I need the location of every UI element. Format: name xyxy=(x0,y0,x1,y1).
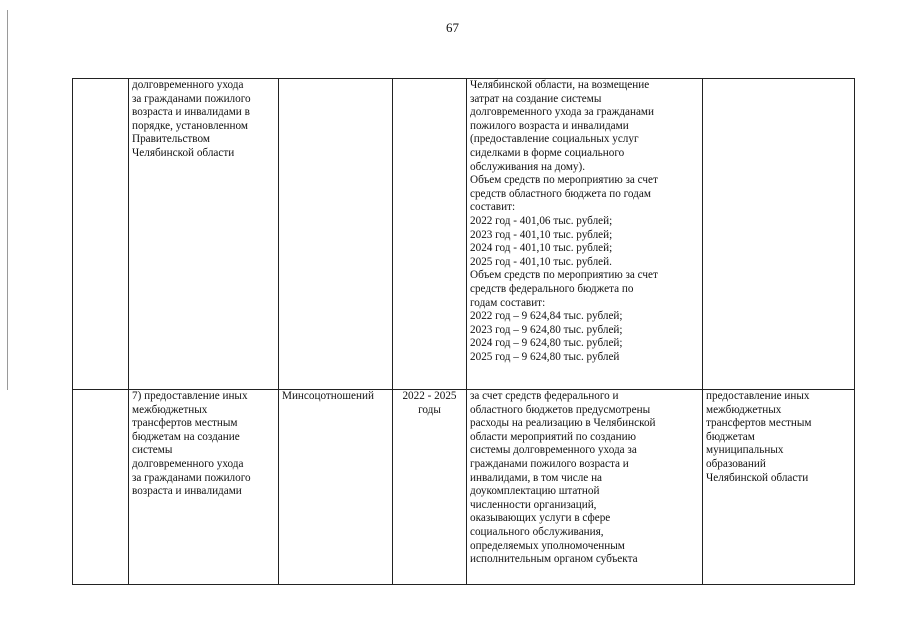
table-cell-number xyxy=(73,79,129,390)
table-cell-number xyxy=(73,390,129,585)
executor-text: Минсоцотношений xyxy=(282,390,374,402)
table-cell-executor xyxy=(279,79,393,390)
description-text: за счет средств федерального и областного бюджетов предусмотрены расходы на реализацию в Челябинской области мероприятий по созданию системы долговременного ухода за гражданами пожилого возраста и инвалидами, в том числе на доукомплектацию штатной численности организаций, оказывающих услуги в сфере социального обслуживания, определяемых уполномоченным исполнительным органом субъекта xyxy=(470,390,656,566)
table-cell-executor xyxy=(279,390,393,585)
table-cell-measure xyxy=(129,79,279,390)
table-cell-result xyxy=(703,390,855,585)
measure-text: 7) предоставление иных межбюджетных трансфертов местным бюджетам на создание системы долговременного ухода за гражданами пожилого возраста и инвалидами xyxy=(132,390,251,498)
table-cell-period xyxy=(393,390,467,585)
page-margin-line xyxy=(7,10,8,390)
page-number: 67 xyxy=(446,20,459,35)
table-cell-period xyxy=(393,79,467,390)
measure-text: долговременного ухода за гражданами пожилого возраста и инвалидами в порядке, установленном Правительством Челябинской области xyxy=(132,79,251,159)
result-text: предоставление иных межбюджетных трансфертов местным бюджетам муниципальных образований Челябинской области xyxy=(706,390,812,484)
table-cell-measure xyxy=(129,390,279,585)
table-cell-result xyxy=(703,79,855,390)
description-text: Челябинской области, на возмещение затрат на создание системы долговременного ухода за гражданами пожилого возраста и инвалидами (предоставление социальных услуг сиделками в форме социального обслуживания на дому). Объем средств по мероприятию за счет средств областного бюджета по годам составит: 2022 год - 401,06 тыс. рублей; 2023 год - 401,10 тыс. рублей; 2024 год - 401,10 тыс. рублей; 2025 год - 401,10 тыс. рублей. Объем средств по мероприятию за счет средств федерального бюджета по годам составит: 2022 год – 9 624,84 тыс. рублей; 2023 год – 9 624,80 тыс. рублей; 2024 год – 9 624,80 тыс. рублей; 2025 год – 9 624,80 тыс. рублей xyxy=(470,79,658,363)
table-row xyxy=(73,390,855,585)
table-cell-description xyxy=(467,390,703,585)
table-row xyxy=(73,79,855,390)
period-text: 2022 - 2025 годы xyxy=(402,390,457,416)
program-measures-table xyxy=(72,78,855,585)
table-cell-description xyxy=(467,79,703,390)
